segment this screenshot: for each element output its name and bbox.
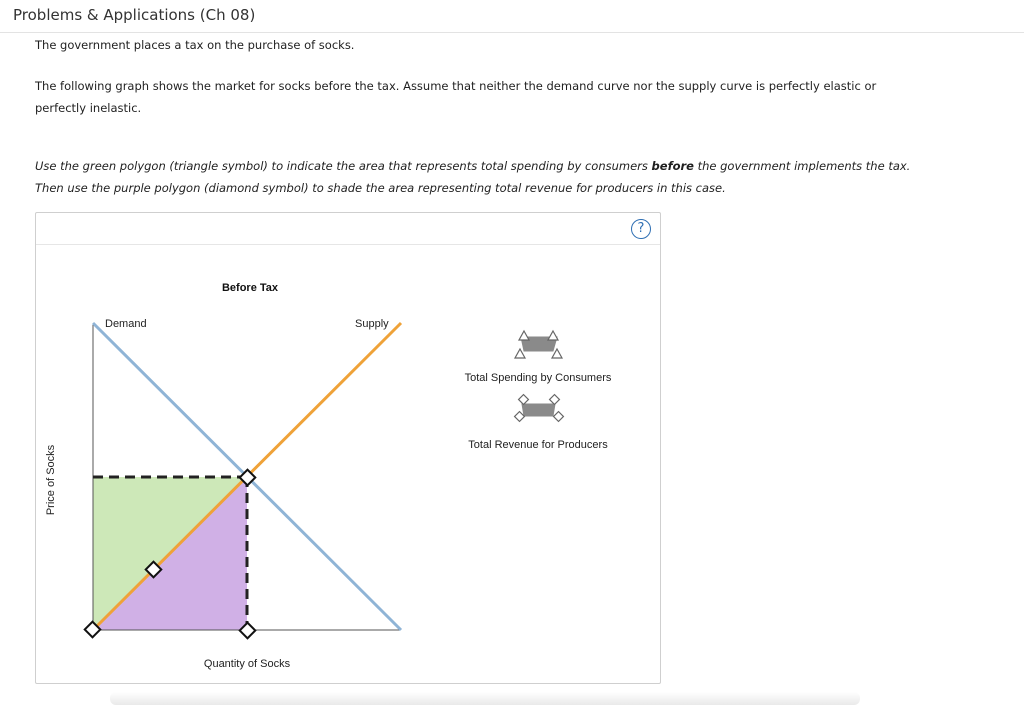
diamond-icon <box>519 395 529 405</box>
triangle-icon <box>519 331 529 340</box>
intro-text: The government places a tax on the purchase of socks. <box>35 38 355 52</box>
purple-tool-label: Total Revenue for Producers <box>468 439 608 451</box>
green-polygon-tool[interactable] <box>515 331 562 358</box>
instruction-2: Then use the purple polygon (diamond symbol) to shade the area representing total revenue for producers in this case. <box>35 181 726 195</box>
diamond-polygon-icon <box>522 404 555 416</box>
instruction-1-end: the government implements the tax. <box>693 159 911 173</box>
green-tool-label: Total Spending by Consumers <box>464 372 612 384</box>
instruction-1-start: Use the green polygon (triangle symbol) to indicate the area that represents total spending by consumers <box>35 159 652 173</box>
graph-title: Before Tax <box>221 282 279 294</box>
y-axis-label: Price of Socks <box>45 444 57 516</box>
supply-label: Supply <box>355 318 389 330</box>
x-axis-label: Quantity of Socks <box>203 658 291 670</box>
triangle-icon <box>548 331 558 340</box>
page-title: Problems & Applications (Ch 08) <box>13 6 256 24</box>
diamond-icon <box>554 412 564 422</box>
purple-polygon-tool[interactable] <box>515 395 564 422</box>
demand-label: Demand <box>105 318 147 330</box>
diamond-icon <box>550 395 560 405</box>
graph-description: The following graph shows the market for socks before the tax. Assume that neither the demand curve nor the supply curve is perfectly elastic or perfectly inelastic. <box>35 79 877 115</box>
panel-scroll-shadow <box>110 692 860 705</box>
instruction-emphasis: before <box>651 159 694 173</box>
help-icon[interactable]: ? <box>631 219 651 239</box>
diamond-icon <box>515 412 525 422</box>
